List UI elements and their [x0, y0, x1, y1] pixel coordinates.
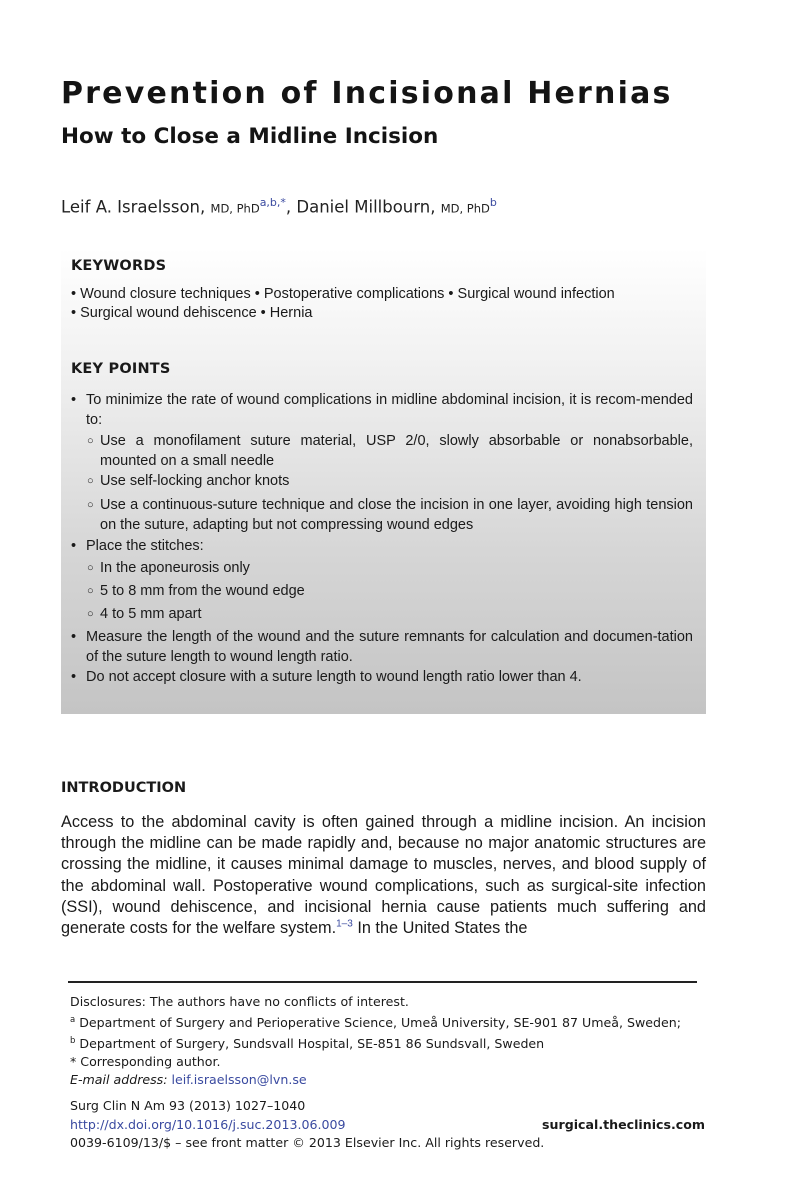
key-points-heading: KEY POINTS [71, 361, 171, 377]
journal-citation: Surg Clin N Am 93 (2013) 1027–1040 [70, 1098, 306, 1113]
keywords-list: • Wound closure techniques • Postoperative complications • Surgical wound infection [71, 286, 615, 302]
author-affiliation-marks[interactable]: a,b,* [259, 196, 286, 209]
author-line: Leif A. Israelsson, MD, PhD$^{a,b,*}$, Daniel Millbourn, MD, PhD$^b$ [61, 196, 497, 217]
key-point-subitem: ○ 5 to 8 mm from the wound edge [87, 583, 305, 599]
keywords-keypoints-box [61, 248, 706, 714]
circle-bullet-icon: ○ [87, 475, 94, 487]
article-subtitle: How to Close a Midline Incision [61, 124, 439, 149]
email-line: E-mail address: leif.israelsson@lvn.se [70, 1072, 307, 1088]
author-name: Leif A. Israelsson, [61, 197, 206, 217]
keywords-heading: KEYWORDS [71, 258, 167, 274]
journal-website-link[interactable]: surgical.theclinics.com [542, 1116, 705, 1132]
key-point-item: • Do not accept closure with a suture length to wound length ratio lower than 4. [71, 669, 582, 685]
copyright-notice: 0039-6109/13/$ – see front matter © 2013 Elsevier Inc. All rights reserved. [70, 1135, 545, 1150]
corresponding-author-note: * Corresponding author. [70, 1054, 221, 1070]
journal-info [70, 1097, 705, 1153]
affiliation-a: $^a$ Department of Surgery and Perioperative Science, Umeå University, SE-901 87 Umeå, Sweden; [70, 1015, 681, 1031]
key-point-subitem: ○ 4 to 5 mm apart [87, 606, 202, 622]
author-degrees: MD, PhD [440, 201, 490, 216]
key-point-subitem: ○ Use a monofilament suture material, USP 2/0, slowly absorbable or nonabsorbable, mounted on a small needle [87, 433, 693, 469]
keywords-list: • Surgical wound dehiscence • Hernia [71, 305, 313, 321]
reference-link[interactable]: 1–3 [336, 918, 353, 930]
circle-bullet-icon: ○ [87, 585, 94, 597]
introduction-paragraph: Access to the abdominal cavity is often gained through a midline incision. An incision through the midline can be made rapidly and, because no major anatomic structures are crossing the midline, it causes minimal damage to muscles, nerves, and blood supply of the abdominal wall. Postoperative wound complications, such as surgical-site infection (SSI), wound dehiscence, and incisional hernia cause patients much suffering and generate costs for the welfare system.$^{1-3}$ In the United States the [61, 813, 706, 938]
author-affiliation-marks[interactable]: b [489, 196, 497, 209]
doi-link[interactable]: http://dx.doi.org/10.1016/j.suc.2013.06.009 [70, 1116, 346, 1132]
circle-bullet-icon: ○ [87, 435, 94, 447]
disclosures-note: Disclosures: The authors have no conflicts of interest. [70, 994, 409, 1009]
author-degrees: MD, PhD [210, 201, 260, 216]
bullet-icon: • [71, 538, 77, 554]
bullet-icon: • [71, 629, 77, 645]
key-point-item: • Place the stitches: [71, 538, 204, 554]
bullet-icon: • [71, 392, 77, 408]
circle-bullet-icon: ○ [87, 499, 94, 511]
article-title: Prevention of Incisional Hernias [61, 76, 673, 111]
author-name: Daniel Millbourn, [296, 197, 436, 217]
key-point-subitem: ○ In the aponeurosis only [87, 560, 250, 576]
circle-bullet-icon: ○ [87, 608, 94, 620]
key-point-item: • To minimize the rate of wound complications in midline abdominal incision, it is recom-mended to: [71, 392, 693, 428]
key-point-item: • Measure the length of the wound and the suture remnants for calculation and documen-tation of the suture length to wound length ratio. [71, 629, 693, 665]
footnote-divider [68, 981, 697, 983]
key-point-subitem: ○ Use self-locking anchor knots [87, 473, 290, 489]
circle-bullet-icon: ○ [87, 562, 94, 574]
introduction-heading: INTRODUCTION [61, 780, 187, 796]
key-point-subitem: ○ Use a continuous-suture technique and close the incision in one layer, avoiding high tension on the suture, adapting but not compressing wound edges [87, 497, 693, 533]
email-link[interactable]: leif.israelsson@lvn.se [171, 1072, 307, 1088]
bullet-icon: • [71, 669, 77, 685]
affiliation-b: $^b$ Department of Surgery, Sundsvall Hospital, SE-851 86 Sundsvall, Sweden [70, 1036, 545, 1052]
footnotes [70, 993, 700, 1089]
